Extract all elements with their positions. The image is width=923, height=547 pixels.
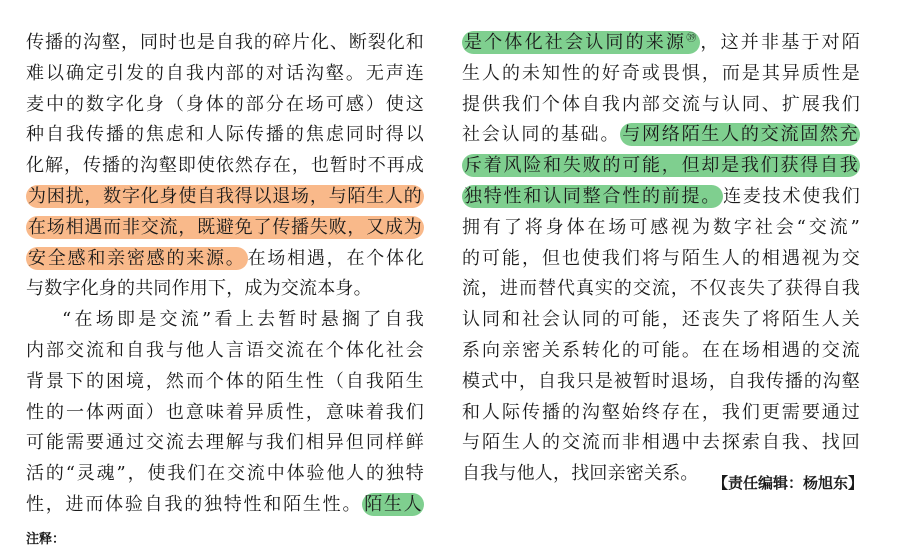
text-span: 化解，传播的沟壑即使依然存在，也暂时不再成 (26, 155, 424, 177)
text-span: 内部交流和自我与他人言语交流在个体化社会 (26, 339, 424, 361)
text-line (462, 182, 860, 213)
text-line (26, 367, 424, 398)
text-line (26, 274, 424, 305)
text-span: 是个体化社会认同的来源 (464, 32, 687, 53)
footnote-marker: ㊴ (686, 33, 699, 44)
text-span: 性的一体两面）也意味着异质性，意味着我们 (26, 401, 424, 423)
text-line (462, 90, 860, 121)
text-line (26, 336, 424, 367)
text-line (462, 274, 860, 305)
highlighted-text: 斥着风险和失败的可能，但却是我们获得自我 (464, 155, 858, 177)
text-span: 社会认同的基础。 (462, 124, 621, 146)
text-span: 种自我传播的焦虑和人际传播的焦虑同时得以 (26, 124, 424, 146)
text-span: 与陌生人的交流而非相遇中去探索自我、找回 (462, 432, 860, 454)
text-span: 传播的沟壑，同时也是自我的碎片化、断裂化和 (26, 32, 424, 53)
text-span: “在场即是交流”看上去暂时悬搁了自我 (62, 309, 424, 331)
text-line (462, 428, 860, 459)
text-span: 流，进而替代真实的交流，不仅丧失了获得自我 (462, 278, 860, 300)
highlighted-text: 在场相遇而非交流，既避免了传播失败，又成为 (28, 216, 422, 238)
text-line (26, 90, 424, 121)
highlighted-text: 独特性和认同整合性的前提。 (464, 185, 722, 207)
text-line (462, 398, 860, 429)
text-span: 背景下的困境，然而个体的陌生性（自我陌生 (26, 370, 424, 392)
text-line (462, 367, 860, 398)
text-line (462, 28, 860, 59)
text-span: 的可能，但也使我们将与陌生人的相遇视为交 (462, 247, 860, 269)
responsible-editor: 【责任编辑：杨旭东】 (712, 474, 863, 492)
text-span: 生人的未知性的好奇或畏惧，而是其异质性是 (462, 62, 860, 84)
text-line (462, 59, 860, 90)
text-span: 拥有了将身体在场可感视为数字社会“交流” (462, 216, 860, 238)
text-span: 可能需要通过交流去理解与我们相异但同样鲜 (26, 432, 424, 454)
paragraph-start-line (26, 305, 424, 336)
text-line (462, 213, 860, 244)
text-line (26, 490, 424, 521)
text-line (26, 182, 424, 213)
right-column (462, 28, 860, 490)
text-line (26, 244, 424, 275)
text-line (26, 151, 424, 182)
text-span: 和人际传播的沟壑始终存在，我们更需要通过 (462, 401, 860, 423)
highlighted-text: 与网络陌生人的交流固然充 (622, 124, 858, 146)
text-line (26, 213, 424, 244)
text-line (462, 120, 860, 151)
notes-label: 注释： (26, 532, 66, 547)
text-line (462, 305, 860, 336)
text-line (462, 336, 860, 367)
text-line (26, 120, 424, 151)
text-span: 认同和社会认同的可能，还丧失了将陌生人关 (462, 309, 860, 331)
text-span: 难以确定引发的自我内部的对话沟壑。无声连 (26, 62, 424, 84)
text-span: 系向亲密关系转化的可能。在在场相遇的交流 (462, 339, 860, 361)
text-span: 提供我们个体自我内部交流与认同、扩展我们 (462, 93, 860, 115)
highlighted-text (462, 31, 700, 54)
highlighted-text: 安全感和亲密感的来源。 (28, 247, 246, 269)
left-column (26, 28, 424, 521)
highlighted-text: 为困扰，数字化身使自我得以退场，与陌生人的 (28, 185, 422, 207)
text-line (26, 28, 424, 59)
text-span: 与数字化身的共同作用下，成为交流本身。 (26, 278, 372, 300)
text-span: 模式中，自我只是被暂时退场，自我传播的沟壑 (462, 370, 860, 392)
text-span: 连麦技术使我们 (723, 185, 860, 207)
highlighted-text: 陌生人 (364, 493, 422, 515)
text-line (462, 151, 860, 182)
text-line (26, 428, 424, 459)
text-line (26, 459, 424, 490)
text-span: 在场相遇，在个体化 (247, 247, 424, 269)
text-span: 自我与他人，找回亲密关系。 (462, 463, 699, 485)
text-line (26, 59, 424, 90)
text-line (26, 398, 424, 429)
text-line (462, 244, 860, 275)
text-span: 麦中的数字化身（身体的部分在场可感）使这 (26, 93, 424, 115)
text-span: 活的“灵魂”，使我们在交流中体验他人的独特 (26, 463, 424, 485)
text-span: 性，进而体验自我的独特性和陌生性。 (26, 493, 363, 515)
text-span: ，这并非基于对陌 (700, 32, 860, 53)
